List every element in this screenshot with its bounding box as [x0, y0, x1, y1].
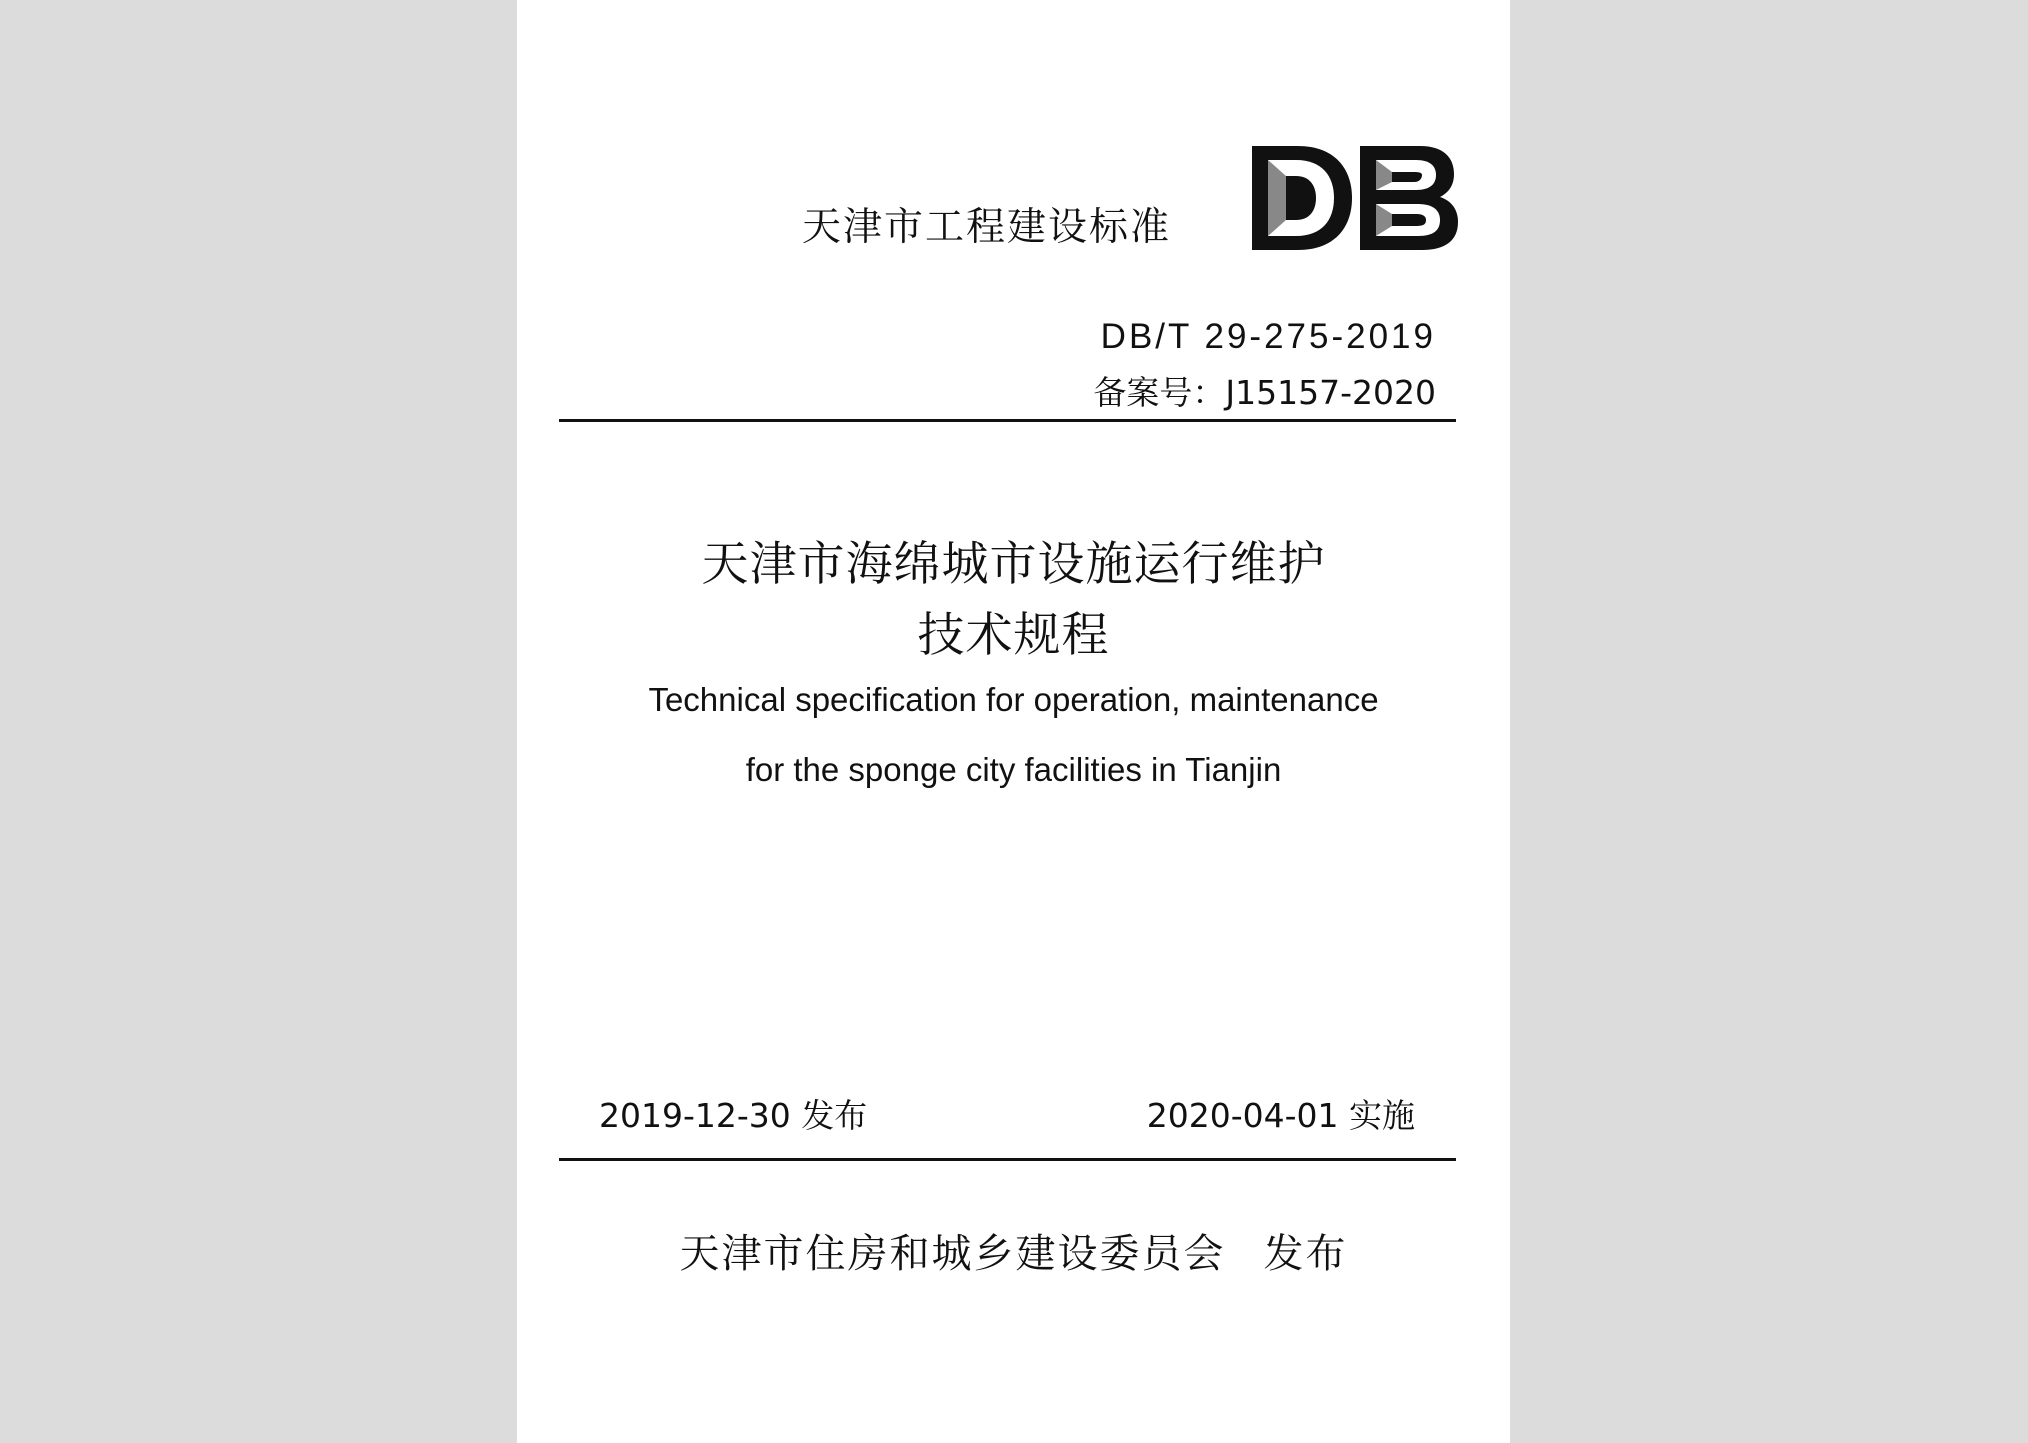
standard-series-label: 天津市工程建设标准	[802, 205, 1172, 250]
issue-date: 2019-12-30 发布	[599, 1096, 868, 1135]
publisher-name: 天津市住房和城乡建设委员会	[679, 1231, 1226, 1277]
document-page	[517, 0, 1510, 1443]
title-chinese-line1: 天津市海绵城市设施运行维护	[701, 537, 1326, 592]
bottom-divider	[559, 1158, 1456, 1161]
title-english-line1: Technical specification for operation, maintenance	[648, 681, 1379, 718]
publisher-action: 发布	[1263, 1231, 1348, 1277]
title-chinese-line2: 技术规程	[917, 608, 1110, 663]
title-english-line2: for the sponge city facilities in Tianjin	[745, 751, 1282, 788]
db-logo	[1248, 142, 1460, 254]
record-number: 备案号：J15157-2020	[1093, 373, 1436, 412]
publisher-line	[517, 1222, 1510, 1279]
effective-date: 2020-04-01 实施	[1146, 1096, 1415, 1135]
top-divider	[559, 419, 1456, 422]
standard-number: DB/T 29-275-2019	[1100, 317, 1436, 356]
